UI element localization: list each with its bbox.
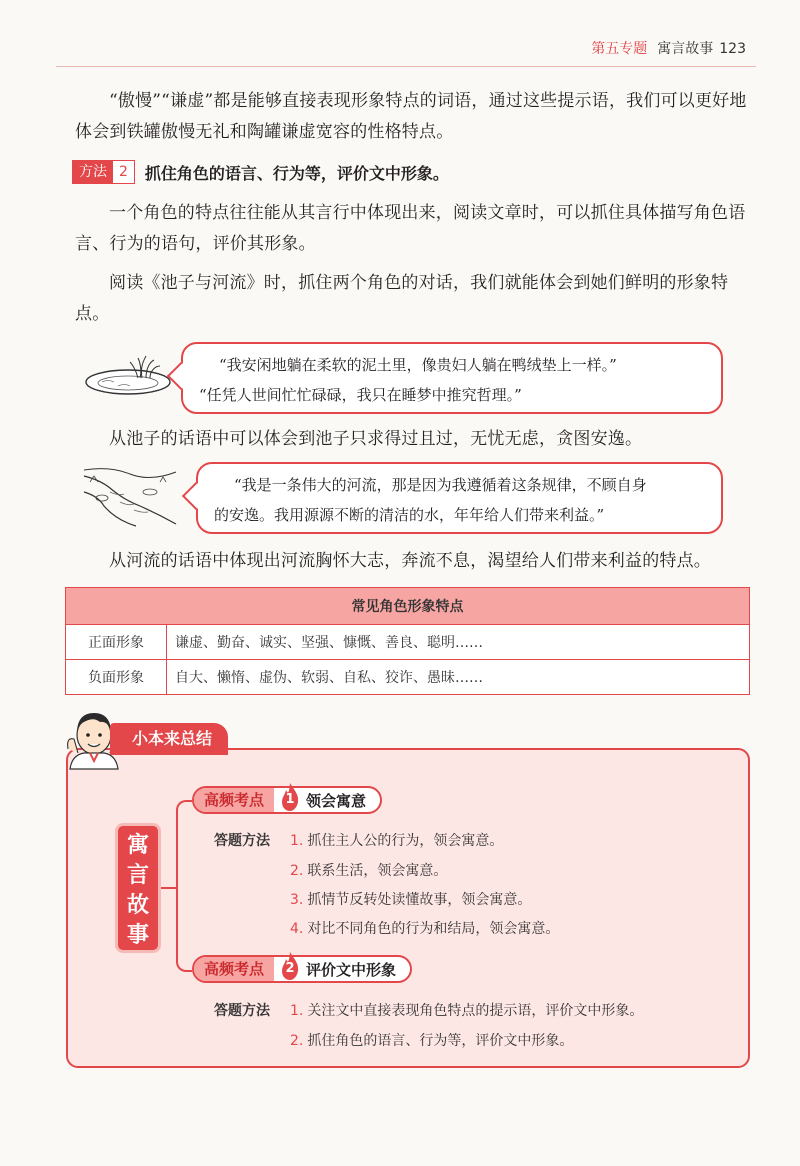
pond-quote-line-1: “我安闲地躺在柔软的泥土里，像贵妇人躺在鸭绒垫上一样。” bbox=[219, 356, 617, 374]
intro-paragraph: “傲慢”“谦虚”都是能够直接表现形象特点的词语，通过这些提示语，我们可以更好地体会到铁罐傲慢无礼和陶罐谦虚宽容的性格特点。 bbox=[75, 91, 747, 142]
answer-method-label: 答题方法 bbox=[214, 1003, 270, 1019]
key-point-label: 高频考点 bbox=[194, 788, 274, 812]
header-title: 寓言故事 bbox=[657, 41, 714, 57]
row-label: 正面形象 bbox=[66, 625, 167, 660]
key-point-number: 2 bbox=[285, 961, 295, 976]
river-illustration bbox=[80, 462, 180, 532]
river-quote-line-2: 的安逸。我用源源不断的清洁的水，年年给人们带来利益。” bbox=[214, 506, 605, 524]
key-point-1 bbox=[192, 786, 382, 814]
header-divider bbox=[56, 66, 756, 67]
method-tag-number: 2 bbox=[113, 161, 134, 183]
pond-conclusion: 从池子的话语中可以体会到池子只求得过且过，无忧无虑，贪图安逸。 bbox=[109, 429, 643, 449]
method-heading bbox=[72, 160, 449, 184]
pond-illustration bbox=[82, 352, 174, 398]
method-title: 抓住角色的语言、行为等，评价文中形象。 bbox=[144, 163, 449, 183]
answer-item: 3. 抓情节反转处读懂故事，领会寓意。 bbox=[290, 892, 532, 908]
topic-char: 言 bbox=[126, 863, 149, 888]
summary-tab: 小本来总结 bbox=[110, 723, 228, 755]
topic-char: 故 bbox=[126, 893, 149, 918]
key-point-2 bbox=[192, 955, 412, 983]
key-point-title: 评价文中形象 bbox=[306, 960, 397, 979]
topic-char: 事 bbox=[126, 923, 149, 948]
topic-char: 寓 bbox=[126, 833, 149, 858]
key-point-label: 高频考点 bbox=[194, 957, 274, 981]
bubble-tail bbox=[182, 482, 210, 510]
method-tag-label: 方法 bbox=[73, 161, 113, 183]
key-point-number: 1 bbox=[285, 792, 295, 807]
pond-quote-line-2: “任凭人世间忙忙碌碌，我只在睡梦中推究哲理。” bbox=[199, 386, 522, 404]
answer-item: 1. 抓住主人公的行为，领会寓意。 bbox=[290, 833, 504, 849]
key-point-title: 领会寓意 bbox=[306, 791, 367, 810]
page-header bbox=[591, 38, 746, 58]
tree-connector bbox=[176, 800, 192, 972]
table-header-row bbox=[66, 588, 750, 625]
river-quote-line-1: “我是一条伟大的河流，那是因为我遵循着这条规律，不顾自身 bbox=[234, 476, 647, 494]
table-title: 常见角色形象特点 bbox=[66, 588, 750, 625]
method-paragraph: 一个角色的特点往往能从其言行中体现出来，阅读文章时，可以抓住具体描写角色语言、行为的语句，评价其形象。 bbox=[75, 203, 746, 254]
table-row bbox=[66, 660, 750, 695]
answer-item: 2. 抓住角色的语言、行为等，评价文中形象。 bbox=[290, 1033, 574, 1049]
answer-item: 1. 关注文中直接表现角色特点的提示语，评价文中形象。 bbox=[290, 1003, 644, 1019]
answer-item: 4. 对比不同角色的行为和结局，领会寓意。 bbox=[290, 921, 560, 937]
page-number: 123 bbox=[719, 41, 746, 57]
pond-speech-bubble bbox=[181, 342, 723, 414]
example-paragraph: 阅读《池子与河流》时，抓住两个角色的对话，我们就能体会到她们鲜明的形象特点。 bbox=[75, 273, 729, 324]
row-value: 谦虚、勤奋、诚实、坚强、慷慨、善良、聪明…… bbox=[167, 625, 750, 660]
answer-item: 2. 联系生活，领会寓意。 bbox=[290, 863, 448, 879]
method-tag bbox=[72, 160, 135, 184]
topic-badge bbox=[115, 823, 161, 953]
answer-method-label: 答题方法 bbox=[214, 833, 270, 849]
badge-connector bbox=[161, 887, 177, 889]
header-topic: 第五专题 bbox=[591, 41, 648, 57]
river-speech-bubble bbox=[196, 462, 723, 534]
table-row bbox=[66, 625, 750, 660]
key-point-number-badge bbox=[280, 957, 300, 981]
row-value: 自大、懒惰、虚伪、软弱、自私、狡诈、愚昧…… bbox=[167, 660, 750, 695]
traits-table bbox=[65, 587, 750, 695]
row-label: 负面形象 bbox=[66, 660, 167, 695]
river-conclusion: 从河流的话语中体现出河流胸怀大志，奔流不息，渴望给人们带来利益的特点。 bbox=[109, 551, 711, 571]
key-point-number-badge bbox=[280, 788, 300, 812]
